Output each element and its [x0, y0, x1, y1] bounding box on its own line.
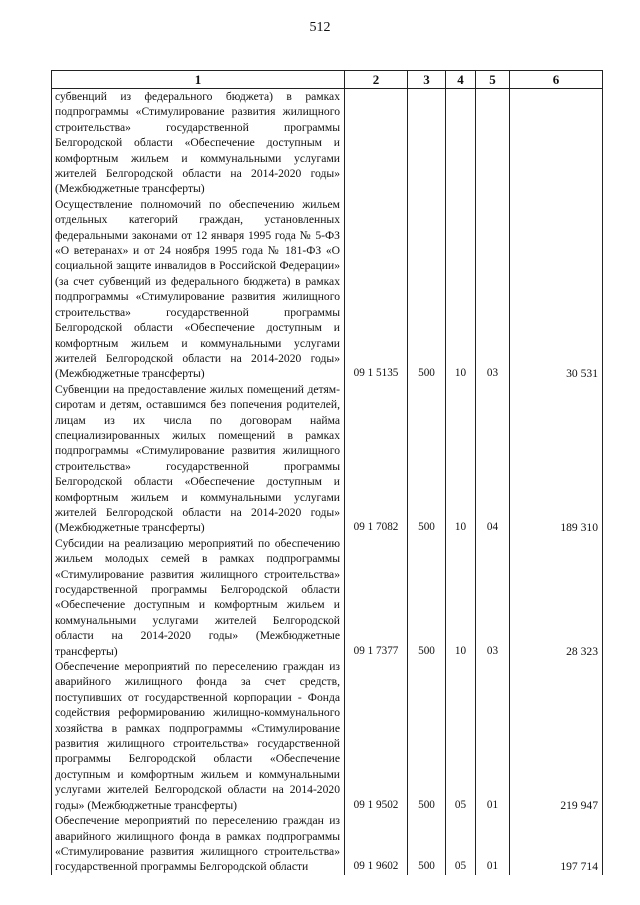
table-row [52, 536, 603, 659]
column-header: 1 [52, 71, 345, 89]
row-description: Обеспечение мероприятий по переселению граждан из аварийного жилищного фонда за счет средств, поступивших от государственной корпорации - Фонда содействия реформированию жилищно-коммунального хозяйства в рамках подпрограммы «Стимулирование развития жилищного строительства» государственной программы Белгородской области «Обеспечение доступным и комфортным жильем и коммунальными услугами жителей Белгородской области на 2014-2020 годы» (Межбюджетные трансферты) [52, 659, 345, 813]
row-col5: 01 [476, 659, 510, 813]
column-header: 2 [345, 71, 408, 89]
row-code: 09 1 5135 [345, 197, 408, 382]
row-amount [510, 89, 603, 197]
row-amount: 189 310 [510, 382, 603, 536]
column-header: 6 [510, 71, 603, 89]
page-number: 512 [309, 20, 331, 35]
row-code: 09 1 7082 [345, 382, 408, 536]
row-col4: 05 [446, 813, 476, 875]
table-row [52, 89, 603, 197]
row-description: Обеспечение мероприятий по переселению граждан из аварийного жилищного фонда в рамках подпрограммы «Стимулирование развития жилищного строительства» государственной программы Белгородской области [52, 813, 345, 875]
table-row [52, 813, 603, 875]
row-description: Осуществление полномочий по обеспечению жильем отдельных категорий граждан, установленных федеральными законами от 12 января 1995 года № 5-ФЗ «О ветеранах» и от 24 ноября 1995 года № 181-ФЗ «О социальной защите инвалидов в Российской Федерации» (за счет субвенций из федерального бюджета) в рамках подпрограммы «Стимулирование развития жилищного строительства» государственной программы Белгородской области «Обеспечение доступным и комфортным жильем и коммунальными услугами жителей Белгородской области на 2014-2020 годы» (Межбюджетные трансферты) [52, 197, 345, 382]
row-amount: 28 323 [510, 536, 603, 659]
table-row [52, 382, 603, 536]
row-code: 09 1 9502 [345, 659, 408, 813]
table-row [52, 659, 603, 813]
row-col5: 03 [476, 536, 510, 659]
row-col3: 500 [408, 382, 446, 536]
row-description: субвенций из федерального бюджета) в рамках подпрограммы «Стимулирование развития жилищного строительства» государственной программы Белгородской области «Обеспечение доступным и комфортным жильем и коммунальными услугами жителей Белгородской области на 2014-2020 годы» (Межбюджетные трансферты) [52, 89, 345, 197]
row-amount: 30 531 [510, 197, 603, 382]
row-code [345, 89, 408, 197]
column-header: 5 [476, 71, 510, 89]
row-col5: 04 [476, 382, 510, 536]
row-col4 [446, 89, 476, 197]
row-description: Субвенции на предоставление жилых помещений детям-сиротам и детям, оставшимся без попечения родителей, лицам из их числа по договорам найма специализированных жилых помещений в рамках подпрограммы «Стимулирование развития жилищного строительства» государственной программы Белгородской области «Обеспечение доступным и комфортным жильем и коммунальными услугами жителей Белгородской области на 2014-2020 годы» (Межбюджетные трансферты) [52, 382, 345, 536]
row-code: 09 1 9602 [345, 813, 408, 875]
row-col4: 10 [446, 197, 476, 382]
table-header-row [52, 71, 603, 89]
row-amount: 219 947 [510, 659, 603, 813]
row-col5 [476, 89, 510, 197]
row-col3 [408, 89, 446, 197]
row-amount: 197 714 [510, 813, 603, 875]
row-col5: 03 [476, 197, 510, 382]
row-col3: 500 [408, 197, 446, 382]
row-col4: 05 [446, 659, 476, 813]
row-col3: 500 [408, 813, 446, 875]
row-col4: 10 [446, 382, 476, 536]
row-col3: 500 [408, 659, 446, 813]
table-row [52, 197, 603, 382]
budget-table [51, 70, 603, 875]
row-code: 09 1 7377 [345, 536, 408, 659]
row-col4: 10 [446, 536, 476, 659]
column-header: 4 [446, 71, 476, 89]
row-col5: 01 [476, 813, 510, 875]
column-header: 3 [408, 71, 446, 89]
row-description: Субсидии на реализацию мероприятий по обеспечению жильем молодых семей в рамках подпрограммы «Стимулирование развития жилищного строительства» государственной программы Белгородской области «Обеспечение доступным и комфортным жильем и коммунальными услугами жителей Белгородской области на 2014-2020 годы» (Межбюджетные трансферты) [52, 536, 345, 659]
row-col3: 500 [408, 536, 446, 659]
